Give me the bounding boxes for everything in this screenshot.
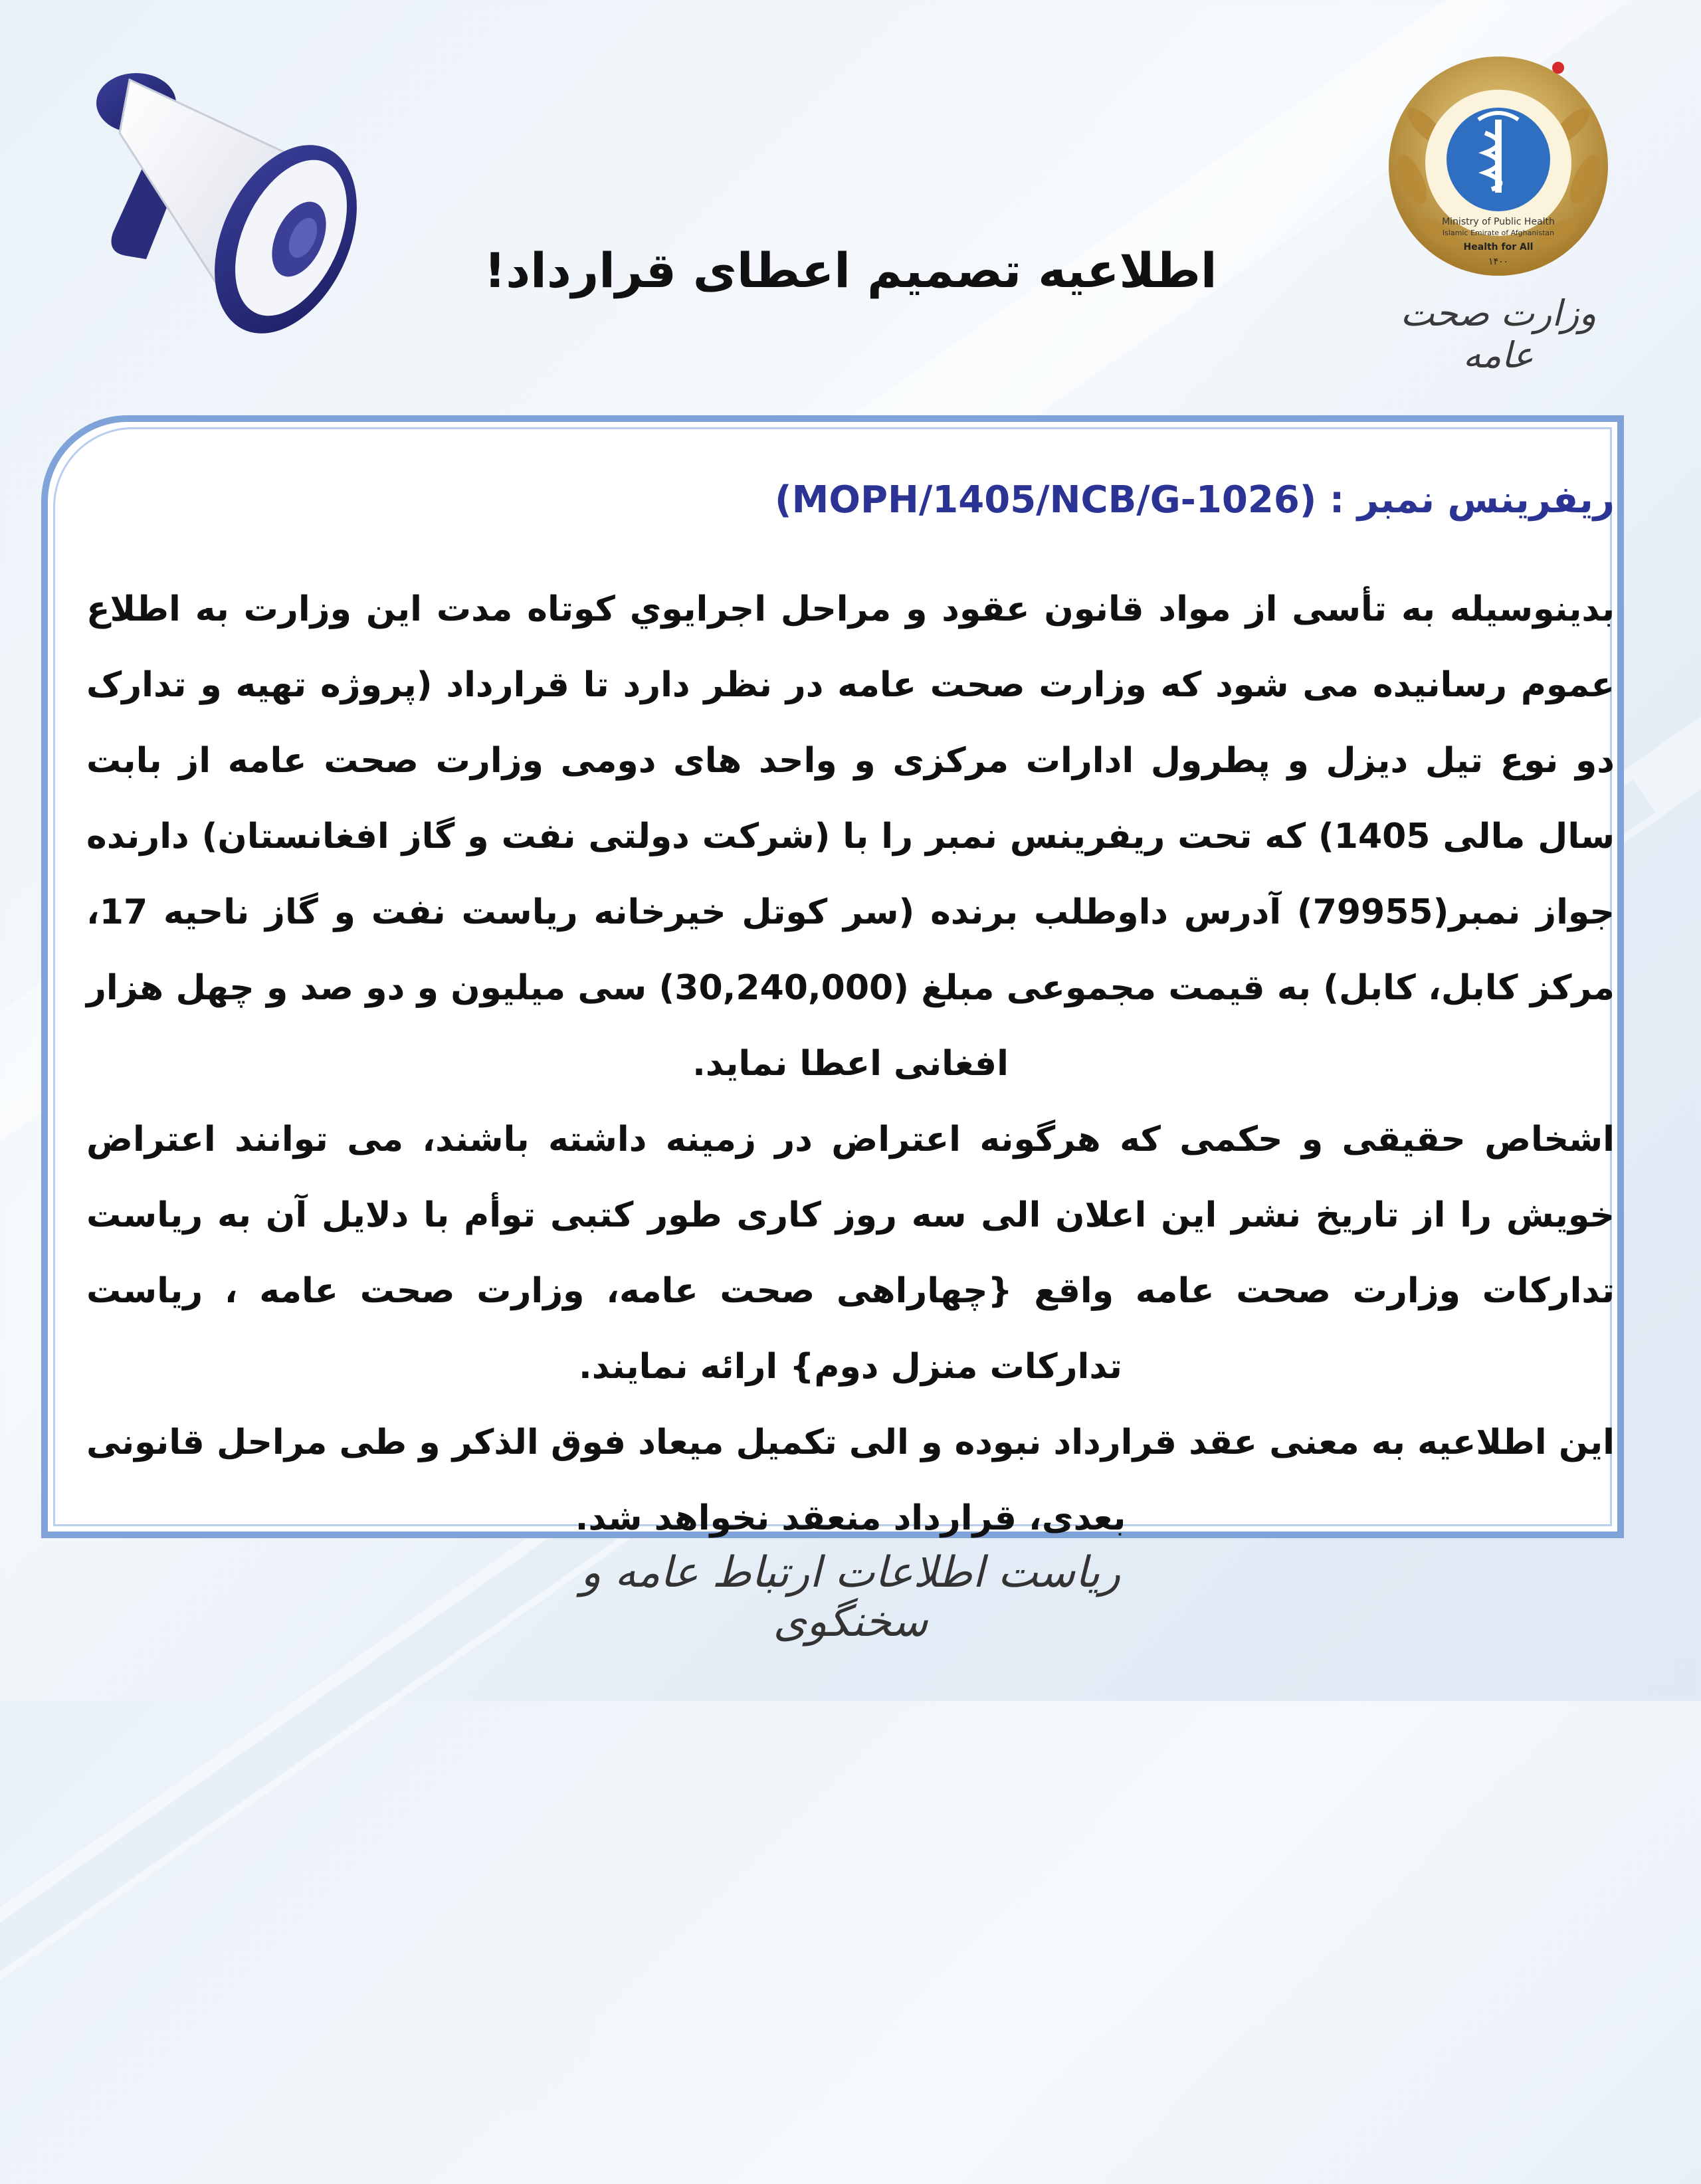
emblem-text-en-2: Islamic Emirate of Afghanistan: [1442, 229, 1555, 237]
footer-department-script: ریاست اطلاعات ارتباط عامه و سخنگوی: [580, 1548, 1121, 1646]
notice-paragraph: این اطلاعیه به معنی عقد قرارداد نبوده و الی تکمیل میعاد فوق الذکر و طی مراحل قانونی بعدی، قرارداد منعقد نخواهد شد.: [86, 1423, 1615, 1538]
notice-paragraph: اشخاص حقیقی و حکمی که هرگونه اعتراض در زمینه داشته باشند، می توانند اعتراض خویش را از تاریخ نشر این اعلان الی سه روز کاری طور کتبی توأم با دلایل آن به ریاست تدارکات وزارت صحت عامه واقع {چهاراهی صحت عامه، وزارت صحت عامه ، ریاست تدارکات منزل دوم} ارائه نمایند.: [86, 1120, 1615, 1387]
emblem-motto: Health for All: [1463, 242, 1534, 252]
reference-label: ریفرینس نمبر :: [1329, 478, 1615, 522]
reference-line: [551, 478, 1615, 522]
notice-paragraph: بدینوسیله به تأسی از مواد قانون عقود و مراحل اجرایوي کوتاه مدت این وزارت به اطلاع عموم رسانیده می شود که وزارت صحت عامه در نظر دارد تا قرارداد (پروژه تهیه و تدارک دو نوع تیل دیزل و پطرول ادارات مرکزی و واحد های دومی وزارت صحت عامه از بابت سال مالی 1405) که تحت ریفرینس نمبر را با (شرکت دولتی نفت و گاز افغانستان) دارنده جواز نمبر(79955) آدرس داوطلب برنده (سر کوتل خیرخانه ریاست نفت و گاز ناحیه 17، مرکز کابل، کابل) به قیمت مجموعی مبلغ (30,240,000) سی میلیون و دو صد و چهل هزار افغانی اعطا نماید.: [86, 589, 1615, 1084]
reference-code: (MOPH/1405/NCB/G-1026): [775, 478, 1317, 522]
emblem-year: ۱۴۰۰: [1488, 256, 1509, 267]
ministry-emblem-icon: [1385, 53, 1611, 279]
emblem-text-en-1: Ministry of Public Health: [1442, 217, 1555, 227]
page-title: اطلاعیه تصمیم اعطای قرارداد!: [484, 243, 1217, 298]
ministry-name-script: وزارت صحت عامه: [1400, 292, 1597, 376]
megaphone-icon: [66, 40, 412, 346]
notice-body: [86, 571, 1615, 1556]
